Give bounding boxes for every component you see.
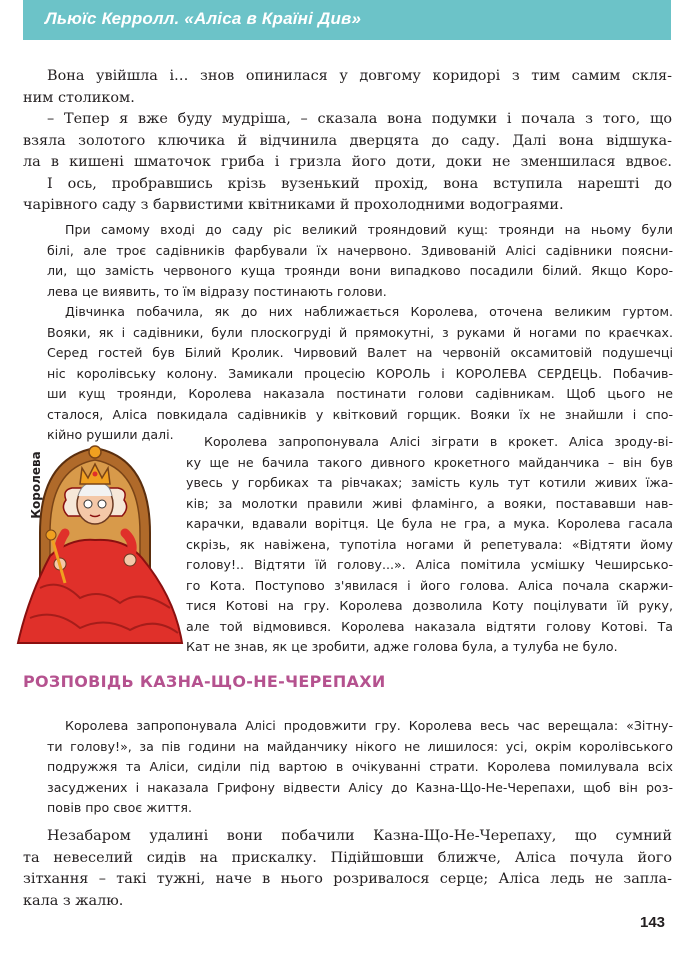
text-line: Серед гостей був Білий Кролик. Чирвовий Валет на червоній оксамитовій подушечці <box>47 345 673 360</box>
chapter-header-title: Льюїс Керролл. «Аліса в Країні Див» <box>45 9 362 28</box>
text-line: ти голову!», за пів години на майданчику нікого не лишилося: усі, окрім королівського <box>47 738 673 754</box>
text-line: – Тепер я вже буду мудріша, – сказала вона подумки і почала з того, що <box>47 111 672 127</box>
text-line: голову!.. Відтяти їй голову...». Аліса помітила усмішку Чеширсько- <box>186 557 673 572</box>
text-line: увесь у горбиках та рівчаках; замість куль тут котили живих їжа- <box>186 475 673 490</box>
text-line: засуджених і наказала Грифону відвести Алісу до Казна-Що-Не-Черепахи, щоб він роз- <box>47 779 673 795</box>
text-line: го Кота. Поступово з'явилася і його голова. Аліса почала скаржи- <box>186 577 673 593</box>
summary-garden <box>47 220 673 446</box>
text-line: чарівного саду з барвистими квітниками й прохолодними водограями. <box>23 197 564 213</box>
text-line: Королева запропонувала Алісі зіграти в крокет. Аліса зроду-ві- <box>204 434 673 449</box>
text-line: І ось, пробравшись крізь вузенький прохід, вона вступила нарешті до <box>47 175 672 192</box>
text-line: скрізь, як навіжена, тупотіла ногами й репетувала: «Відтяти йому <box>186 536 673 552</box>
text-line: лева це виявить, то їм відразу постинають голови. <box>47 283 387 299</box>
text-line: повів про своє життя. <box>47 800 192 815</box>
text-line: сталося, Аліса повкидала садівників у квітковий горщик. Вояки їх не знайшли і спо- <box>47 406 673 422</box>
text-line: ним столиком. <box>23 89 135 106</box>
text-line: ла в кишені шматочок гриба і гризла його доти, доки не зменшилася вдвоє. <box>23 154 672 170</box>
text-line: взяла золотого ключика й відчинила дверцята до саду. Далі вона відшука- <box>23 132 672 149</box>
text-line: білі, але троє садівників фарбували їх начервоно. Здивованій Алісі садівники поясни- <box>47 242 673 258</box>
text-line: зітхання – такі тужні, наче в нього розривалося серце; Аліса ледь не запла- <box>23 871 672 887</box>
summary-mock-turtle <box>47 716 673 819</box>
text-line: Незабаром удалині вони побачили Казна-Що-Не-Черепаху, що сумний <box>47 828 672 844</box>
text-line: ку ще не бачила такого дивного крокетного майданчика – він був <box>186 454 673 470</box>
text-line: кала з жалю. <box>23 892 124 909</box>
text-line: подружжя та Аліси, сиділи під вартою в очікуванні страти. Королева помилувала всіх <box>47 759 673 774</box>
queen-illustration <box>10 438 190 648</box>
text-line: Кат не знав, як це зробити, адже голова була, а тулуба не було. <box>186 639 618 654</box>
chapter-header-bar <box>23 0 671 40</box>
text-line: ши кущ троянди, Королева наказала постинати голови садівникам. Щоб цього не <box>47 386 673 401</box>
text-line: При самому вході до саду ріс великий трояндовий кущ: троянди на ньому були <box>65 222 673 237</box>
text-line: Дівчинка побачила, як до них наближається Королева, оточена великим гуртом. <box>65 304 673 319</box>
text-line: та невеселий сидів на прискалку. Підійшовши ближче, Аліса почула його <box>23 849 672 866</box>
summary-croquet <box>186 432 673 658</box>
text-line: Вона увійшла і… знов опинилася у довгому коридорі з тим самим скля- <box>47 68 672 84</box>
intro-text <box>23 66 672 217</box>
outro-text <box>23 826 672 912</box>
illustration-caption: Королева <box>29 451 43 519</box>
text-line: ніс королівську колону. Замикали процесію КОРОЛЬ і КОРОЛЕВА СЕРДЕЦЬ. Побачив- <box>47 365 673 381</box>
page-number: 143 <box>640 914 666 931</box>
text-line: карачки, вдавали ворітця. Це була не гра, а мука. Королева гасала <box>186 516 673 531</box>
text-line: Королева запропонувала Алісі продовжити гру. Королева весь час верещала: «Зітну- <box>65 718 673 733</box>
text-line: але той відмовився. Королева наказала відтяти голову Котові. Та <box>186 618 673 634</box>
section-heading: РОЗПОВІДЬ КАЗНА-ЩО-НЕ-ЧЕРЕПАХИ <box>23 672 386 691</box>
text-line: Вояки, як і садівники, були плоскогруді й прямокутні, з руками й ногами по краєчках. <box>47 324 673 340</box>
text-line: ків; за молотки правили живі фламінго, а вояки, постававши нав- <box>186 495 673 511</box>
text-line: кійно рушили далі. <box>47 427 174 442</box>
text-line: ли, що замість червоного куща троянди вони випадково посадили білий. Якщо Коро- <box>47 263 673 278</box>
text-line: тися Котові на гру. Королева дозволила Коту поцілувати їй руку, <box>186 598 673 613</box>
